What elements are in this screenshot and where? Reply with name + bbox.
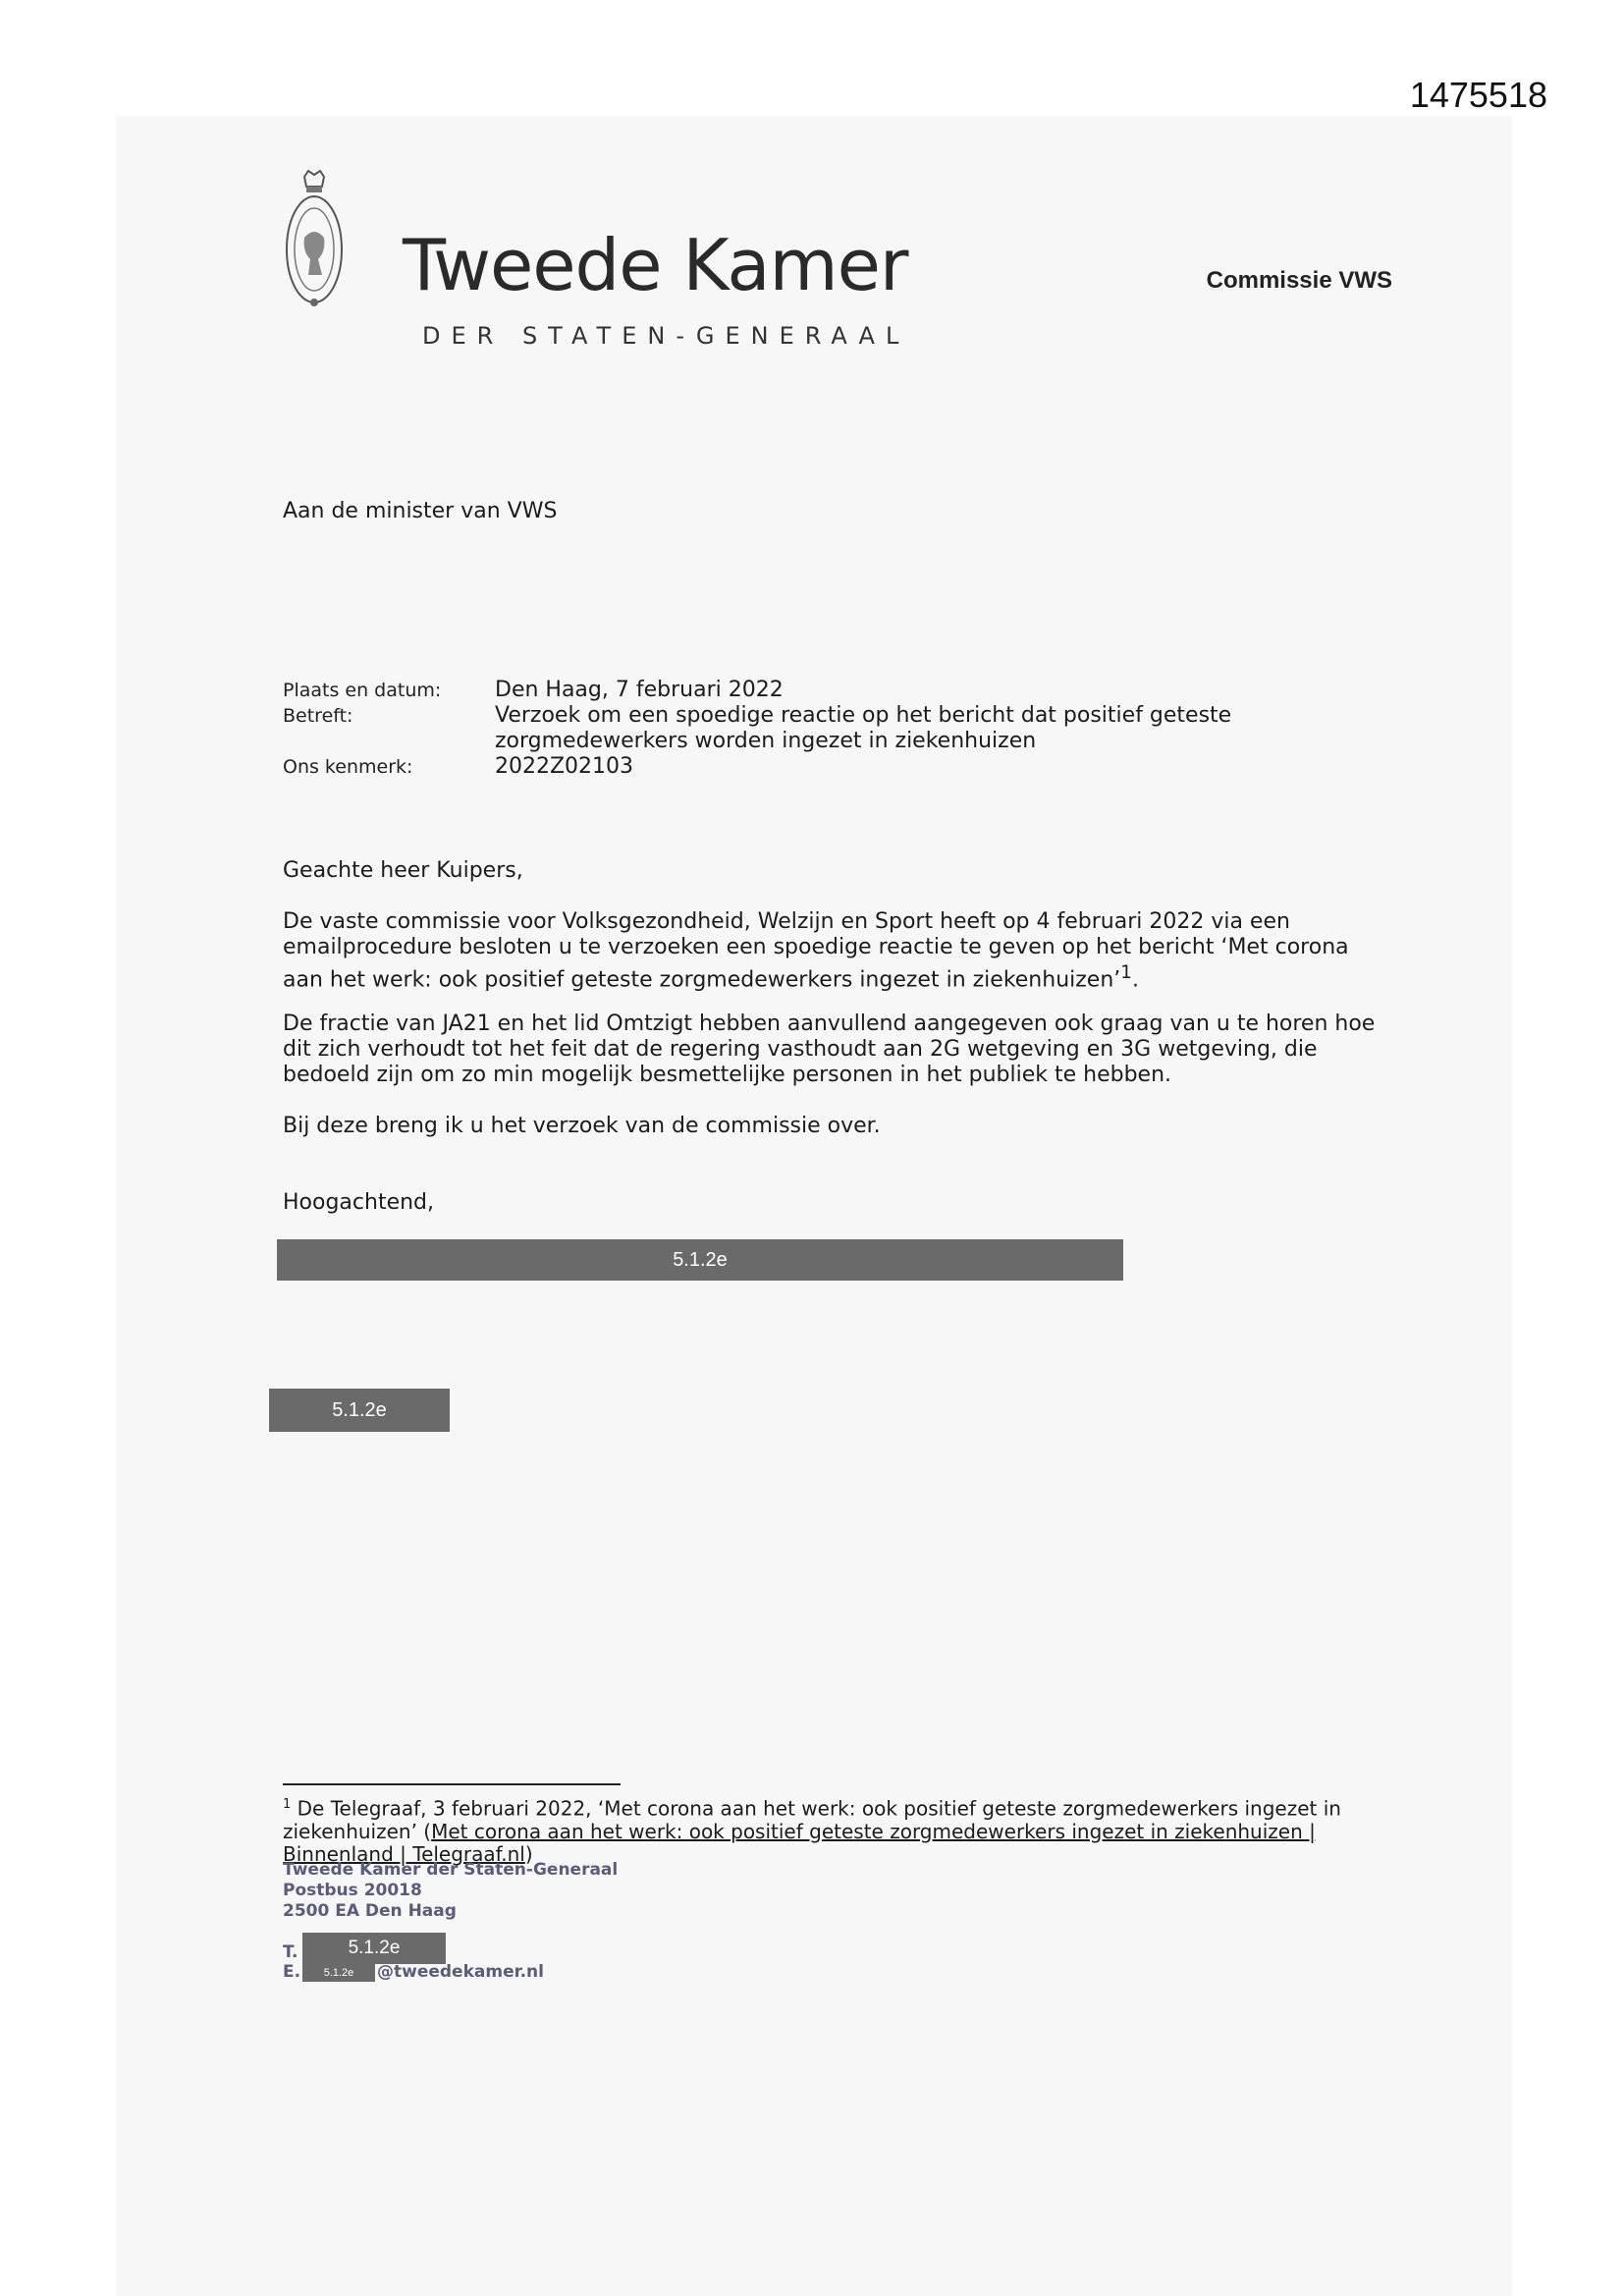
letter-metadata — [283, 678, 1363, 780]
committee-name: Commissie VWS — [1206, 267, 1392, 294]
document-number: 1475518 — [1409, 75, 1547, 115]
institution-subtitle: DER STATEN-GENERAAL — [422, 322, 910, 350]
meta-value: Verzoek om een spoedige reactie op het bericht dat positief geteste zorgmedewerkers worden ingezet in ziekenhuizen — [495, 703, 1232, 753]
redacted-signature: 5.1.2e — [277, 1239, 1123, 1281]
footnote — [283, 1793, 1363, 1866]
footnote-number: 1 — [283, 1797, 292, 1812]
footnote-reference[interactable]: 1 — [1120, 962, 1132, 983]
salutation: Geachte heer Kuipers, — [283, 858, 523, 883]
paragraph-end: . — [1131, 967, 1139, 993]
paragraph-text: Bij deze breng ik u het verzoek van de commissie over. — [283, 1114, 881, 1138]
footnote-text: De Telegraaf, 3 februari 2022, ‘Met corona aan het werk: ook positief geteste zorgmedewerkers ingezet in ziekenhuizen’ ( — [283, 1796, 1341, 1843]
meta-row-date — [283, 678, 1363, 703]
address-line: Tweede Kamer der Staten-Generaal — [283, 1860, 619, 1880]
footnote-divider — [283, 1783, 621, 1785]
redacted-phone: 5.1.2e — [302, 1933, 446, 1964]
addressee: Aan de minister van VWS — [283, 499, 558, 523]
meta-row-reference — [283, 754, 1363, 780]
meta-label: Ons kenmerk: — [283, 756, 413, 778]
email-domain[interactable]: @tweedekamer.nl — [377, 1962, 544, 1982]
footnote-close: ) — [524, 1841, 533, 1866]
meta-label: Betreft: — [283, 705, 353, 727]
sender-address — [283, 1860, 618, 1922]
meta-value: 2022Z02103 — [495, 754, 634, 779]
meta-value: Den Haag, 7 februari 2022 — [495, 678, 784, 702]
phone-label: T. — [283, 1942, 298, 1962]
paragraph-text: De vaste commissie voor Volksgezondheid, Welzijn en Sport heeft op 4 februari 2022 via een emailprocedure besloten u te verzoeken een spoedige reactie te geven op het bericht ‘Met corona aan het werk: ook positief geteste zorgmedewerkers ingezet in ziekenhuizen’ — [283, 909, 1349, 993]
paragraph-text: De fractie van JA21 en het lid Omtzigt hebben aanvullend aangegeven ook graag van u te horen hoe dit zich verhoudt tot het feit dat de regering vasthoudt aan 2G wetgeving en 3G wetgeving, die bedoeld zijn om zo min mogelijk besmettelijke personen in het publiek te hebben. — [283, 1011, 1376, 1087]
redacted-email: 5.1.2e — [302, 1964, 375, 1982]
address-line: Postbus 20018 — [283, 1881, 422, 1900]
paragraph-additional — [283, 1011, 1392, 1088]
meta-row-subject — [283, 703, 1363, 754]
footnote-link[interactable]: Met corona aan het werk: ook positief geteste zorgmedewerkers ingezet in ziekenhuizen | Binnenland | Telegraaf.nl — [283, 1819, 1316, 1866]
address-line: 2500 EA Den Haag — [283, 1901, 457, 1921]
closing: Hoogachtend, — [283, 1190, 435, 1215]
institution-name: Tweede Kamer — [403, 224, 908, 306]
meta-label: Plaats en datum: — [283, 680, 442, 701]
email-label: E. — [283, 1962, 301, 1982]
royal-crest-logo — [283, 169, 346, 310]
paragraph-request — [283, 909, 1392, 993]
redacted-name: 5.1.2e — [269, 1389, 450, 1432]
paragraph-forward — [283, 1114, 1392, 1139]
